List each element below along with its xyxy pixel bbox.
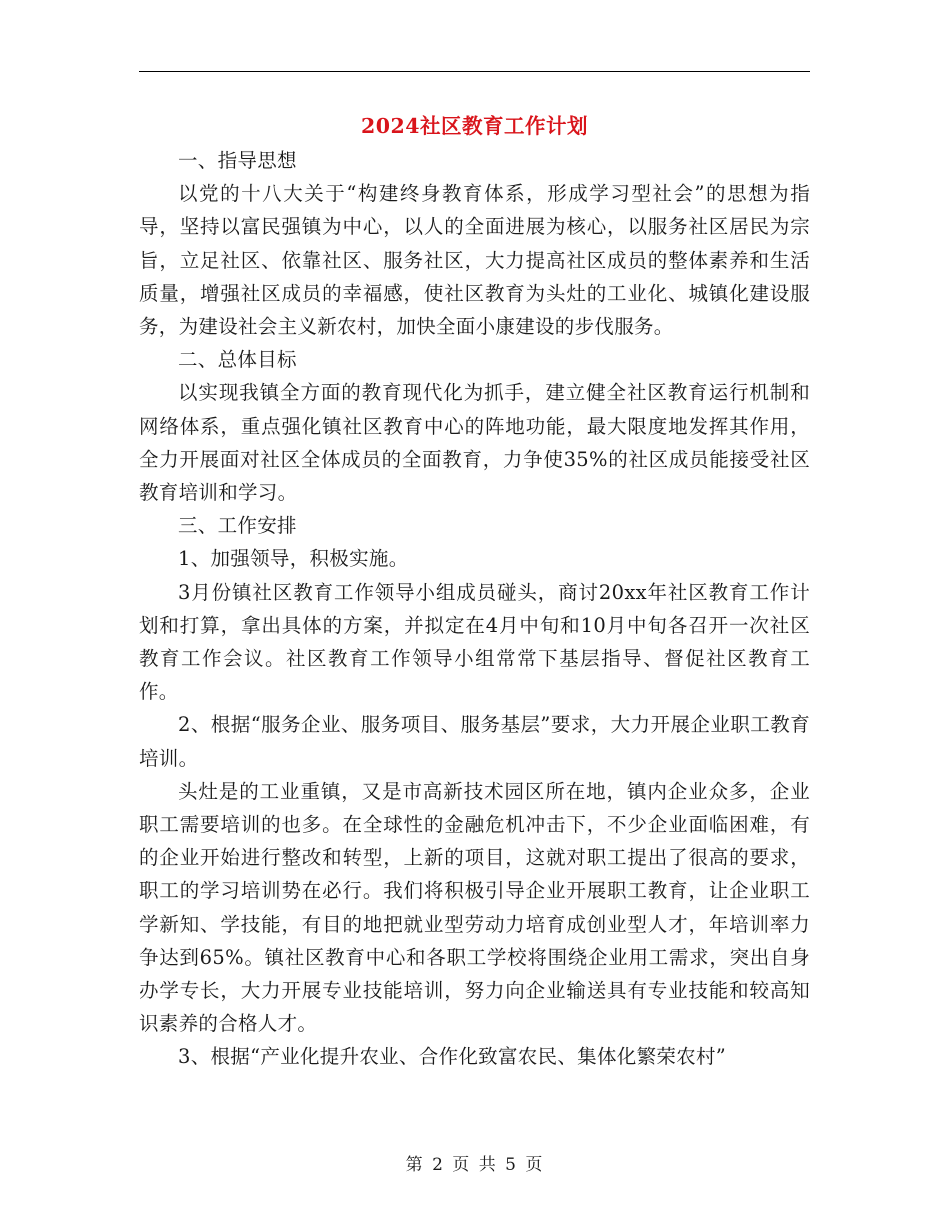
header-rule xyxy=(139,71,810,72)
document-title: 2024社区教育工作计划 xyxy=(360,114,589,138)
paragraph-leadership: 3月份镇社区教育工作领导小组成员碰头，商讨20xx年社区教育工作计划和打算，拿出具体的方案，并拟定在4月中旬和10月中旬各召开一次社区教育工作会议。社区教育工作领导小组常常下基层指导、督促社区教育工作。 xyxy=(139,580,810,704)
paragraph-overall-goal: 以实现我镇全方面的教育现代化为抓手，建立健全社区教育运行机制和网络体系，重点强化镇社区教育中心的阵地功能，最大限度地发挥其作用，全力开展面对社区全体成员的全面教育，力争使35%的社区成员能接受社区教育培训和学习。 xyxy=(139,381,810,505)
page-footer: 第 2 页 共 5 页 xyxy=(405,1155,545,1175)
section-heading-guiding-ideology: 一、指导思想 xyxy=(178,149,297,172)
paragraph-enterprise-training: 头灶是的工业重镇，又是市高新技术园区所在地，镇内企业众多，企业职工需要培训的也多。在全球性的金融危机冲击下，不少企业面临困难，有的企业开始进行整改和转型，上新的项目，这就对职工提出了很高的要求，职工的学习培训势在必行。我们将积极引导企业开展职工教育，让企业职工学新知、学技能，有目的地把就业型劳动力培育成创业型人才，年培训率力争达到65%。镇社区教育中心和各职工学校将围绕企业用工需求，突出自身办学专长，大力开展专业技能培训，努力向企业输送具有专业技能和较高知识素养的合格人才。 xyxy=(139,779,810,1036)
paragraph-guiding-ideology: 以党的十八大关于“构建终身教育体系，形成学习型社会”的思想为指导，坚持以富民强镇为中心，以人的全面进展为核心，以服务社区居民为宗旨，立足社区、依靠社区、服务社区，大力提高社区成员的整体素养和生活质量，增强社区成员的幸福感，使社区教育为头灶的工业化、城镇化建设服务，为建设社会主义新农村，加快全面小康建设的步伐服务。 xyxy=(139,182,810,339)
section-heading-overall-goal: 二、总体目标 xyxy=(178,348,297,372)
document-body xyxy=(139,144,810,1074)
subheading-agriculture: 3、根据“产业化提升农业、合作化致富农民、集体化繁荣农村” xyxy=(178,1045,727,1069)
section-heading-work-arrangement: 三、工作安排 xyxy=(178,514,297,538)
subheading-leadership: 1、加强领导，积极实施。 xyxy=(178,547,409,571)
subheading-enterprise-training: 2、根据“服务企业、服务项目、服务基层”要求，大力开展企业职工教育培训。 xyxy=(139,713,810,770)
